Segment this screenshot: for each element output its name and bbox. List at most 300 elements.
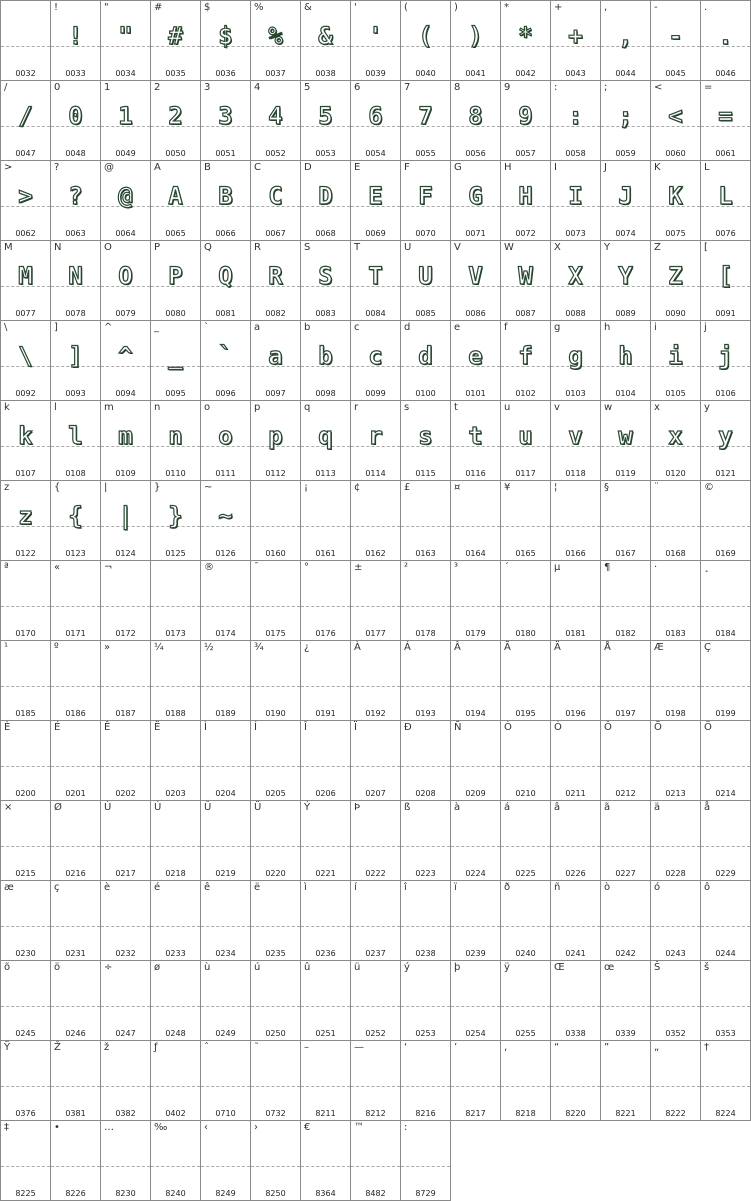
baseline-guide bbox=[601, 606, 650, 607]
character-code: 0041 bbox=[465, 69, 486, 78]
character-label: ? bbox=[54, 162, 60, 173]
glyph-preview: B bbox=[218, 182, 233, 210]
glyph-cell bbox=[250, 880, 300, 960]
baseline-guide bbox=[251, 526, 300, 527]
glyph-cell bbox=[150, 240, 200, 320]
baseline-guide bbox=[1, 1006, 50, 1007]
glyph-preview: { bbox=[68, 502, 83, 530]
baseline-guide bbox=[501, 1006, 550, 1007]
character-code: 0098 bbox=[315, 389, 336, 398]
character-code: 0062 bbox=[15, 229, 36, 238]
baseline-guide bbox=[101, 1166, 150, 1167]
glyph-cell bbox=[250, 1120, 300, 1201]
character-code: 0123 bbox=[65, 549, 86, 558]
character-code: 0376 bbox=[15, 1109, 36, 1118]
glyph-preview: S bbox=[318, 262, 333, 290]
character-code: 0710 bbox=[215, 1109, 236, 1118]
character-label: ¤ bbox=[454, 482, 461, 493]
character-code: 0077 bbox=[15, 309, 36, 318]
character-label: ¼ bbox=[154, 642, 164, 653]
glyph-cell bbox=[100, 960, 150, 1040]
character-label: È bbox=[4, 722, 11, 733]
glyph-cell bbox=[150, 0, 200, 80]
character-code: 0223 bbox=[415, 869, 436, 878]
character-label: B bbox=[204, 162, 211, 173]
character-code: 0173 bbox=[165, 629, 186, 638]
character-label: o bbox=[204, 402, 211, 413]
character-label: Ê bbox=[104, 722, 111, 733]
glyph-cell bbox=[400, 560, 450, 640]
character-code: 0039 bbox=[365, 69, 386, 78]
glyph-cell bbox=[150, 560, 200, 640]
glyph-preview: 9 bbox=[518, 102, 533, 130]
glyph-cell bbox=[100, 1120, 150, 1201]
character-label: Þ bbox=[354, 802, 361, 813]
character-code: 0254 bbox=[465, 1029, 486, 1038]
character-label: é bbox=[154, 882, 161, 893]
character-code: 0198 bbox=[665, 709, 686, 718]
character-label: 9 bbox=[504, 82, 511, 93]
glyph-cell bbox=[700, 160, 751, 240]
glyph-preview: d bbox=[418, 342, 433, 370]
glyph-preview: c bbox=[368, 342, 383, 370]
character-code: 0044 bbox=[615, 69, 636, 78]
character-label: ê bbox=[204, 882, 211, 893]
glyph-preview: & bbox=[318, 22, 333, 50]
character-code: 0066 bbox=[215, 229, 236, 238]
glyph-preview: % bbox=[268, 22, 283, 50]
glyph-preview: T bbox=[368, 262, 383, 290]
character-label: ¾ bbox=[254, 642, 264, 653]
character-code: 0247 bbox=[115, 1029, 136, 1038]
glyph-cell bbox=[450, 0, 500, 80]
character-label: › bbox=[254, 1122, 258, 1133]
character-code: 0196 bbox=[565, 709, 586, 718]
character-label: “ bbox=[554, 1042, 560, 1053]
character-label: . bbox=[704, 2, 708, 13]
baseline-guide bbox=[51, 926, 100, 927]
baseline-guide bbox=[551, 926, 600, 927]
glyph-cell bbox=[700, 0, 751, 80]
glyph-preview: z bbox=[18, 502, 33, 530]
glyph-preview: - bbox=[668, 22, 683, 50]
baseline-guide bbox=[401, 1166, 450, 1167]
character-code: 0201 bbox=[65, 789, 86, 798]
character-label: n bbox=[154, 402, 161, 413]
glyph-cell bbox=[0, 720, 50, 800]
character-code: 0100 bbox=[415, 389, 436, 398]
character-code: 0225 bbox=[515, 869, 536, 878]
baseline-guide bbox=[151, 1006, 200, 1007]
character-label: @ bbox=[104, 162, 114, 173]
character-label: Ÿ bbox=[4, 1042, 11, 1053]
baseline-guide bbox=[351, 1166, 400, 1167]
character-label: ^ bbox=[104, 322, 113, 333]
character-label: ß bbox=[404, 802, 411, 813]
character-code: 0186 bbox=[65, 709, 86, 718]
glyph-cell bbox=[200, 80, 250, 160]
character-label: $ bbox=[204, 2, 211, 13]
character-code: 0230 bbox=[15, 949, 36, 958]
glyph-preview: 1 bbox=[118, 102, 133, 130]
character-code: 0170 bbox=[15, 629, 36, 638]
character-label: c bbox=[354, 322, 360, 333]
baseline-guide bbox=[301, 686, 350, 687]
character-label: 0 bbox=[54, 82, 61, 93]
glyph-cell bbox=[650, 720, 700, 800]
glyph-cell bbox=[250, 400, 300, 480]
character-label: ¬ bbox=[104, 562, 113, 573]
baseline-guide bbox=[201, 686, 250, 687]
glyph-preview: $ bbox=[218, 22, 233, 50]
character-label: ú bbox=[254, 962, 261, 973]
character-label: A bbox=[154, 162, 161, 173]
character-code: 0054 bbox=[365, 149, 386, 158]
character-label: ³ bbox=[454, 562, 459, 573]
character-code: 0112 bbox=[265, 469, 286, 478]
glyph-preview: X bbox=[568, 262, 583, 290]
character-label: É bbox=[54, 722, 61, 733]
character-code: 0212 bbox=[615, 789, 636, 798]
baseline-guide bbox=[651, 686, 700, 687]
character-label: ¦ bbox=[554, 482, 558, 493]
character-code: 0250 bbox=[265, 1029, 286, 1038]
glyph-cell bbox=[300, 560, 350, 640]
character-code: 0177 bbox=[365, 629, 386, 638]
baseline-guide bbox=[101, 766, 150, 767]
baseline-guide bbox=[451, 606, 500, 607]
glyph-cell bbox=[350, 320, 400, 400]
character-label: à bbox=[454, 802, 461, 813]
glyph-preview: / bbox=[18, 102, 33, 130]
baseline-guide bbox=[451, 686, 500, 687]
character-code: 0251 bbox=[315, 1029, 336, 1038]
character-label: G bbox=[454, 162, 462, 173]
baseline-guide bbox=[1, 686, 50, 687]
character-code: 0121 bbox=[715, 469, 736, 478]
baseline-guide bbox=[501, 846, 550, 847]
glyph-preview: W bbox=[518, 262, 533, 290]
glyph-cell bbox=[350, 1040, 400, 1120]
character-label: Ó bbox=[554, 722, 562, 733]
character-code: 0191 bbox=[315, 709, 336, 718]
character-label: 2 bbox=[154, 82, 161, 93]
character-code: 0042 bbox=[515, 69, 536, 78]
glyph-cell bbox=[500, 960, 550, 1040]
character-code: 0086 bbox=[465, 309, 486, 318]
glyph-cell bbox=[100, 240, 150, 320]
baseline-guide bbox=[351, 926, 400, 927]
character-code: 0242 bbox=[615, 949, 636, 958]
glyph-cell bbox=[700, 320, 751, 400]
glyph-cell bbox=[300, 1040, 350, 1120]
character-code: 0067 bbox=[265, 229, 286, 238]
character-label: ” bbox=[604, 1042, 610, 1053]
glyph-cell bbox=[0, 880, 50, 960]
character-code: 0040 bbox=[415, 69, 436, 78]
character-label: Œ bbox=[554, 962, 565, 973]
glyph-cell bbox=[450, 560, 500, 640]
glyph-cell bbox=[100, 320, 150, 400]
character-code: 0085 bbox=[415, 309, 436, 318]
character-label: / bbox=[4, 82, 8, 93]
character-code: 0116 bbox=[465, 469, 486, 478]
glyph-cell bbox=[50, 0, 100, 80]
glyph-preview: h bbox=[618, 342, 633, 370]
character-label: s bbox=[404, 402, 410, 413]
character-label: Ì bbox=[204, 722, 207, 733]
character-code: 0072 bbox=[515, 229, 536, 238]
glyph-preview: ' bbox=[368, 22, 383, 50]
baseline-guide bbox=[451, 846, 500, 847]
character-label: K bbox=[654, 162, 661, 173]
character-code: 0038 bbox=[315, 69, 336, 78]
glyph-cell bbox=[450, 80, 500, 160]
character-code: 0228 bbox=[665, 869, 686, 878]
character-label: L bbox=[704, 162, 710, 173]
glyph-cell bbox=[700, 880, 751, 960]
character-label: œ bbox=[604, 962, 615, 973]
glyph-preview: s bbox=[418, 422, 433, 450]
character-label: õ bbox=[4, 962, 11, 973]
character-code: 0197 bbox=[615, 709, 636, 718]
character-code: 0106 bbox=[715, 389, 736, 398]
glyph-cell bbox=[550, 880, 600, 960]
character-code: 0253 bbox=[415, 1029, 436, 1038]
character-code: 0220 bbox=[265, 869, 286, 878]
character-code: 0183 bbox=[665, 629, 686, 638]
baseline-guide bbox=[601, 766, 650, 767]
glyph-cell bbox=[700, 960, 751, 1040]
character-code: 0089 bbox=[615, 309, 636, 318]
glyph-cell bbox=[250, 720, 300, 800]
glyph-cell bbox=[600, 0, 650, 80]
character-label: ž bbox=[104, 1042, 110, 1053]
glyph-preview: p bbox=[268, 422, 283, 450]
character-code: 0080 bbox=[165, 309, 186, 318]
glyph-cell bbox=[150, 480, 200, 560]
glyph-cell bbox=[550, 800, 600, 880]
character-label: § bbox=[604, 482, 609, 493]
glyph-cell bbox=[350, 1120, 400, 1201]
glyph-cell bbox=[200, 960, 250, 1040]
character-label: * bbox=[504, 2, 509, 13]
glyph-cell bbox=[350, 800, 400, 880]
character-label: ' bbox=[354, 2, 357, 13]
character-code: 0068 bbox=[315, 229, 336, 238]
character-code: 0217 bbox=[115, 869, 136, 878]
glyph-cell bbox=[0, 240, 50, 320]
baseline-guide bbox=[401, 526, 450, 527]
character-label: v bbox=[554, 402, 560, 413]
baseline-guide bbox=[251, 1166, 300, 1167]
character-label: Ñ bbox=[454, 722, 462, 733]
glyph-preview: N bbox=[68, 262, 83, 290]
glyph-preview: q bbox=[318, 422, 333, 450]
baseline-guide bbox=[351, 1086, 400, 1087]
glyph-preview: U bbox=[418, 262, 433, 290]
glyph-preview: [ bbox=[718, 262, 733, 290]
character-code: 0082 bbox=[265, 309, 286, 318]
character-label: S bbox=[304, 242, 311, 253]
glyph-cell bbox=[350, 240, 400, 320]
character-code: 8249 bbox=[215, 1189, 236, 1198]
character-label: > bbox=[4, 162, 13, 173]
character-code: 0071 bbox=[465, 229, 486, 238]
character-code: 0180 bbox=[515, 629, 536, 638]
character-code: 0227 bbox=[615, 869, 636, 878]
glyph-cell bbox=[150, 720, 200, 800]
glyph-cell bbox=[0, 560, 50, 640]
character-label: ‚ bbox=[504, 1042, 508, 1053]
character-code: 0171 bbox=[65, 629, 86, 638]
glyph-cell bbox=[250, 80, 300, 160]
character-label: ¢ bbox=[354, 482, 361, 493]
character-label: ó bbox=[654, 882, 661, 893]
glyph-cell bbox=[0, 400, 50, 480]
baseline-guide bbox=[1, 926, 50, 927]
character-label: i bbox=[654, 322, 657, 333]
character-label: • bbox=[54, 1122, 60, 1133]
character-label: T bbox=[354, 242, 361, 253]
character-code: 0047 bbox=[15, 149, 36, 158]
glyph-cell bbox=[50, 960, 100, 1040]
character-code: 0057 bbox=[515, 149, 536, 158]
baseline-guide bbox=[251, 686, 300, 687]
character-label: ò bbox=[604, 882, 611, 893]
character-code: 8212 bbox=[365, 1109, 386, 1118]
character-code: 0097 bbox=[265, 389, 286, 398]
glyph-cell bbox=[150, 800, 200, 880]
character-label: ! bbox=[54, 2, 59, 13]
glyph-cell bbox=[500, 160, 550, 240]
character-label: # bbox=[154, 2, 163, 13]
character-code: 0096 bbox=[215, 389, 236, 398]
glyph-cell bbox=[350, 80, 400, 160]
glyph-preview: . bbox=[718, 22, 733, 50]
character-label: ì bbox=[304, 882, 307, 893]
glyph-cell bbox=[450, 640, 500, 720]
glyph-cell bbox=[350, 560, 400, 640]
character-label: ¿ bbox=[304, 642, 310, 653]
baseline-guide bbox=[251, 926, 300, 927]
glyph-cell bbox=[650, 160, 700, 240]
glyph-cell bbox=[500, 480, 550, 560]
glyph-cell bbox=[400, 960, 450, 1040]
glyph-cell bbox=[100, 0, 150, 80]
character-code: 0205 bbox=[265, 789, 286, 798]
character-label: ƒ bbox=[154, 1042, 158, 1053]
baseline-guide bbox=[301, 526, 350, 527]
character-label: ² bbox=[404, 562, 409, 573]
character-code: 0076 bbox=[715, 229, 736, 238]
character-code: 0219 bbox=[215, 869, 236, 878]
character-label: l bbox=[54, 402, 57, 413]
character-code: 0114 bbox=[365, 469, 386, 478]
character-label: ë bbox=[254, 882, 261, 893]
glyph-cell bbox=[300, 720, 350, 800]
character-label: ¹ bbox=[4, 642, 9, 653]
character-code: 0113 bbox=[315, 469, 336, 478]
glyph-preview: e bbox=[468, 342, 483, 370]
character-label: y bbox=[704, 402, 710, 413]
character-code: 0210 bbox=[515, 789, 536, 798]
character-label: º bbox=[54, 642, 59, 653]
character-label: P bbox=[154, 242, 161, 253]
character-label: W bbox=[504, 242, 514, 253]
character-label: U bbox=[404, 242, 412, 253]
character-code: 0235 bbox=[265, 949, 286, 958]
character-code: 0083 bbox=[315, 309, 336, 318]
character-label: : bbox=[404, 1122, 408, 1133]
character-label: € bbox=[304, 1122, 311, 1133]
glyph-cell bbox=[650, 80, 700, 160]
glyph-cell bbox=[250, 1040, 300, 1120]
glyph-cell bbox=[250, 800, 300, 880]
glyph-cell bbox=[50, 1040, 100, 1120]
character-code: 8221 bbox=[615, 1109, 636, 1118]
baseline-guide bbox=[501, 606, 550, 607]
glyph-cell bbox=[300, 400, 350, 480]
character-label: « bbox=[54, 562, 61, 573]
character-code: 0069 bbox=[365, 229, 386, 238]
character-code: 0037 bbox=[265, 69, 286, 78]
character-code: 0232 bbox=[115, 949, 136, 958]
glyph-preview: f bbox=[518, 342, 533, 370]
baseline-guide bbox=[501, 1086, 550, 1087]
character-label: À bbox=[354, 642, 361, 653]
character-code: 0240 bbox=[515, 949, 536, 958]
character-label: : bbox=[554, 82, 558, 93]
baseline-guide bbox=[401, 846, 450, 847]
character-label: 5 bbox=[304, 82, 311, 93]
baseline-guide bbox=[201, 1086, 250, 1087]
baseline-guide bbox=[551, 766, 600, 767]
glyph-preview: V bbox=[468, 262, 483, 290]
character-code: 0094 bbox=[115, 389, 136, 398]
character-label: z bbox=[4, 482, 10, 493]
glyph-cell bbox=[500, 720, 550, 800]
glyph-cell bbox=[50, 80, 100, 160]
character-label: Ã bbox=[504, 642, 511, 653]
character-label: · bbox=[654, 562, 658, 573]
character-label: Ç bbox=[704, 642, 711, 653]
character-code: 0245 bbox=[15, 1029, 36, 1038]
glyph-cell bbox=[300, 640, 350, 720]
character-code: 8226 bbox=[65, 1189, 86, 1198]
character-label: H bbox=[504, 162, 512, 173]
glyph-preview: J bbox=[618, 182, 633, 210]
glyph-cell bbox=[0, 960, 50, 1040]
baseline-guide bbox=[501, 766, 550, 767]
character-label: \ bbox=[4, 322, 8, 333]
glyph-cell bbox=[400, 880, 450, 960]
character-code: 0166 bbox=[565, 549, 586, 558]
character-label: Õ bbox=[654, 722, 662, 733]
glyph-preview: ? bbox=[68, 182, 83, 210]
glyph-cell bbox=[550, 240, 600, 320]
baseline-guide bbox=[101, 1086, 150, 1087]
character-code: 0339 bbox=[615, 1029, 636, 1038]
baseline-guide bbox=[151, 1166, 200, 1167]
glyph-cell bbox=[450, 1040, 500, 1121]
baseline-guide bbox=[251, 1006, 300, 1007]
glyph-preview: 4 bbox=[268, 102, 283, 130]
character-code: 0172 bbox=[115, 629, 136, 638]
character-code: 0034 bbox=[115, 69, 136, 78]
character-code: 0241 bbox=[565, 949, 586, 958]
character-label: w bbox=[604, 402, 613, 413]
